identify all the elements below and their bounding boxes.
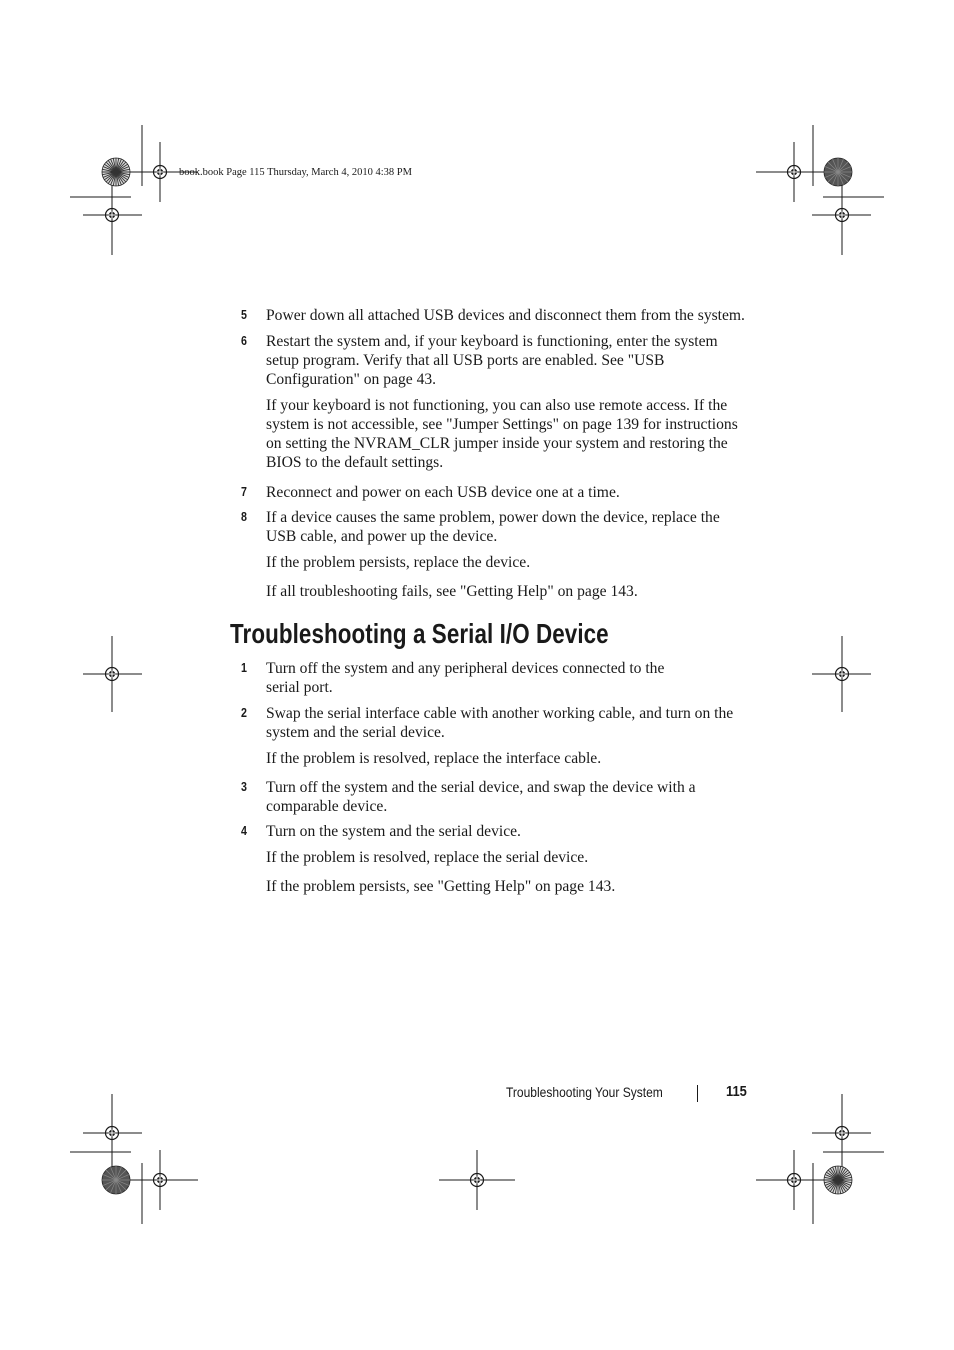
footer-separator: [697, 1085, 698, 1102]
step-text: Power down all attached USB devices and disconnect them from the system.: [266, 307, 745, 324]
usb-step-6-note: If your keyboard is not functioning, you can also use remote access. If the system is not accessible, see "Jumper Settings" on page 139 for instructions on setting the NVRAM_CLR jumper inside your system and restoring the BIOS to the default settings.: [266, 397, 738, 471]
serial-step-4: [241, 822, 751, 841]
usb-step-7: [241, 483, 751, 502]
step-text: Swap the serial interface cable with another working cable, and turn on the system and the serial device.: [266, 705, 734, 741]
step-number: 8: [241, 509, 247, 524]
dark-color-wheel-icon: [824, 158, 852, 186]
step-number: 5: [241, 307, 247, 322]
serial-step-2-note: If the problem is resolved, replace the interface cable.: [266, 750, 602, 767]
serial-step-4-note: If the problem is resolved, replace the serial device.: [266, 849, 589, 866]
dark-color-wheel-icon: [102, 1166, 130, 1194]
step-number: 6: [241, 333, 247, 348]
usb-final-note: If all troubleshooting fails, see "Getting Help" on page 143.: [266, 583, 638, 600]
step-text: If a device causes the same problem, power down the device, replace the USB cable, and power up the device.: [266, 509, 720, 545]
color-wheel-icon: [824, 1166, 852, 1194]
step-number: 1: [241, 660, 247, 675]
serial-final-note: If the problem persists, see "Getting Help" on page 143.: [266, 878, 616, 895]
print-slug-line: book.book Page 115 Thursday, March 4, 2010 4:38 PM: [179, 167, 412, 178]
page-number: 115: [726, 1083, 747, 1100]
step-text: Reconnect and power on each USB device one at a time.: [266, 484, 620, 501]
step-text: Turn off the system and the serial device, and swap the device with a comparable device.: [266, 779, 696, 815]
step-text: Turn on the system and the serial device.: [266, 823, 521, 840]
serial-step-3: [241, 778, 751, 816]
step-number: 4: [241, 823, 247, 838]
step-number: 3: [241, 779, 247, 794]
step-number: 7: [241, 484, 247, 499]
step-text: Restart the system and, if your keyboard is functioning, enter the system setup program. Verify that all USB ports are enabled. See "USB Configuration" on page 43.: [266, 333, 718, 388]
section-heading: Troubleshooting a Serial I/O Device: [230, 618, 609, 649]
step-text: Turn off the system and any peripheral devices connected to the serial port.: [266, 660, 665, 696]
usb-step-5: [241, 306, 751, 325]
footer-chapter-title: Troubleshooting Your System: [506, 1084, 663, 1100]
serial-step-2: [241, 704, 751, 742]
usb-step-8: [241, 508, 751, 546]
usb-step-8-note: If the problem persists, replace the device.: [266, 554, 531, 571]
step-number: 2: [241, 705, 247, 720]
color-wheel-icon: [102, 158, 130, 186]
serial-step-1: [241, 659, 751, 697]
usb-step-6: [241, 332, 751, 389]
